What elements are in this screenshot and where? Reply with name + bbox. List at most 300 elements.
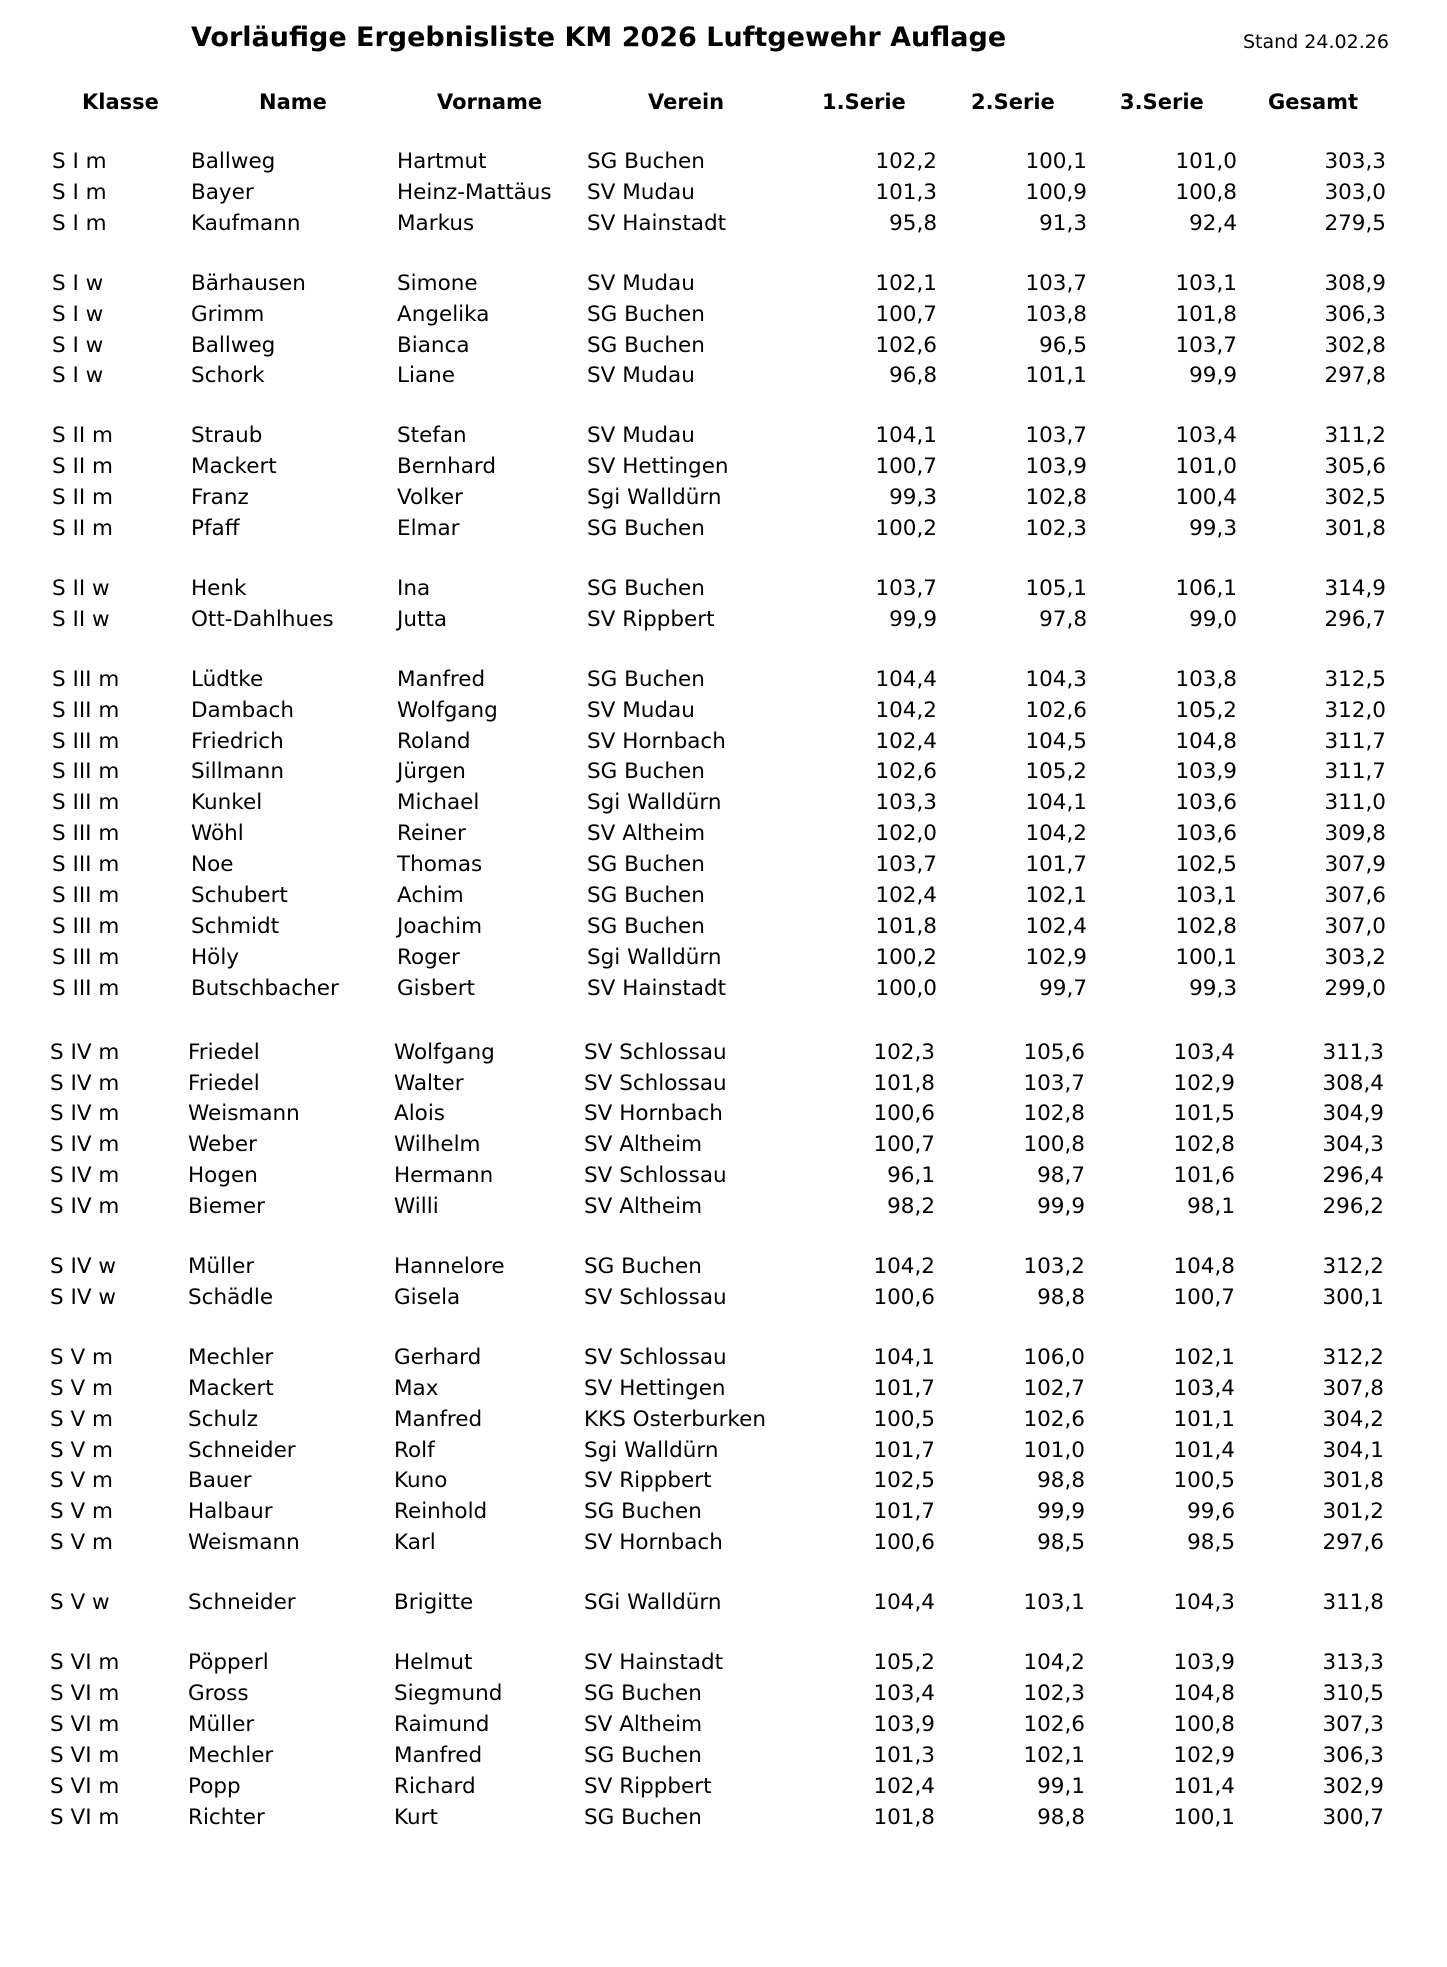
gesamt-cell: 296,4 xyxy=(1322,1163,1384,1189)
gesamt-cell: 297,6 xyxy=(1322,1530,1384,1556)
verein-cell: SG Buchen xyxy=(587,759,705,785)
verein-cell: SV Schlossau xyxy=(584,1070,727,1096)
name-cell: Schneider xyxy=(188,1590,296,1616)
name-cell: Schneider xyxy=(188,1437,296,1463)
serie-3-cell: 103,4 xyxy=(1175,423,1237,449)
table-row xyxy=(0,696,1447,726)
serie-3-cell: 103,4 xyxy=(1173,1039,1235,1065)
klasse-cell: S II m xyxy=(52,423,113,449)
vorname-cell: Joachim xyxy=(397,913,483,939)
verein-cell: KKS Osterburken xyxy=(584,1406,766,1432)
verein-cell: SG Buchen xyxy=(587,516,705,541)
table-row xyxy=(0,1161,1447,1191)
gesamt-cell: 311,3 xyxy=(1322,1039,1384,1065)
table-row xyxy=(0,665,1447,695)
name-cell: Pöpperl xyxy=(188,1650,269,1675)
verein-cell: SV Altheim xyxy=(587,821,706,847)
serie-1-cell: 100,2 xyxy=(875,516,937,541)
name-cell: Friedel xyxy=(188,1070,260,1096)
verein-cell: SV Hainstadt xyxy=(587,975,727,1001)
serie-1-cell: 102,3 xyxy=(873,1039,935,1065)
serie-2-cell: 102,4 xyxy=(1025,913,1087,939)
serie-1-cell: 100,6 xyxy=(873,1101,935,1127)
table-row xyxy=(0,1710,1447,1740)
klasse-cell: S III m xyxy=(52,790,120,816)
gesamt-cell: 300,7 xyxy=(1322,1804,1384,1830)
name-cell: Friedel xyxy=(188,1039,260,1065)
vorname-cell: Max xyxy=(394,1375,439,1401)
serie-3-cell: 104,3 xyxy=(1173,1590,1235,1616)
klasse-cell: S VI m xyxy=(50,1680,120,1706)
table-row xyxy=(0,1741,1447,1771)
klasse-cell: S II w xyxy=(52,575,110,601)
gesamt-cell: 313,3 xyxy=(1322,1650,1384,1675)
vorname-cell: Hannelore xyxy=(394,1254,505,1279)
verein-cell: SV Hornbach xyxy=(587,728,726,754)
vorname-cell: Wolfgang xyxy=(394,1039,495,1065)
klasse-cell: S III m xyxy=(52,852,120,878)
serie-3-cell: 102,8 xyxy=(1173,1132,1235,1158)
serie-1-cell: 101,8 xyxy=(875,913,937,939)
vorname-cell: Manfred xyxy=(394,1406,483,1432)
serie-1-cell: 104,2 xyxy=(875,697,937,723)
verein-cell: SV Mudau xyxy=(587,363,695,389)
name-cell: Bärhausen xyxy=(191,270,306,296)
serie-3-cell: 103,7 xyxy=(1175,332,1237,358)
table-row xyxy=(0,1374,1447,1404)
name-cell: Kaufmann xyxy=(191,210,301,236)
name-cell: Biemer xyxy=(188,1194,265,1220)
verein-cell: SG Buchen xyxy=(587,883,705,908)
serie-2-cell: 99,1 xyxy=(1037,1773,1085,1799)
vorname-cell: Raimund xyxy=(394,1711,490,1737)
name-cell: Höly xyxy=(191,944,240,970)
gesamt-cell: 311,7 xyxy=(1324,728,1386,754)
serie-1-cell: 100,7 xyxy=(873,1132,935,1158)
serie-2-cell: 101,7 xyxy=(1025,852,1087,878)
serie-3-cell: 104,8 xyxy=(1175,728,1237,754)
verein-cell: SG Buchen xyxy=(587,149,705,174)
klasse-cell: S IV m xyxy=(50,1132,120,1158)
vorname-cell: Heinz-Mattäus xyxy=(397,179,552,205)
klasse-cell: S V m xyxy=(50,1499,113,1525)
serie-1-cell: 101,7 xyxy=(873,1437,935,1463)
serie-3-cell: 103,8 xyxy=(1175,666,1237,692)
name-cell: Schork xyxy=(191,363,265,389)
table-row xyxy=(0,1252,1447,1282)
serie-2-cell: 102,7 xyxy=(1023,1375,1085,1401)
header-verein: Verein xyxy=(648,90,725,114)
verein-cell: SV Hettingen xyxy=(587,454,729,480)
gesamt-cell: 312,5 xyxy=(1324,666,1386,692)
vorname-cell: Gisela xyxy=(394,1284,461,1310)
name-cell: Ballweg xyxy=(191,332,276,358)
name-cell: Straub xyxy=(191,423,263,449)
serie-3-cell: 102,1 xyxy=(1173,1344,1235,1370)
serie-2-cell: 103,9 xyxy=(1025,454,1087,480)
serie-2-cell: 103,7 xyxy=(1025,423,1087,449)
vorname-cell: Angelika xyxy=(397,301,490,327)
table-row xyxy=(0,1343,1447,1373)
klasse-cell: S III m xyxy=(52,759,120,785)
table-row xyxy=(0,574,1447,604)
vorname-cell: Jutta xyxy=(397,606,448,632)
serie-2-cell: 96,5 xyxy=(1039,332,1087,358)
table-row xyxy=(0,269,1447,299)
verein-cell: SG Buchen xyxy=(584,1499,702,1525)
table-row xyxy=(0,178,1447,208)
table-row xyxy=(0,943,1447,973)
serie-1-cell: 99,9 xyxy=(889,606,937,632)
table-row xyxy=(0,1069,1447,1099)
serie-3-cell: 103,4 xyxy=(1173,1375,1235,1401)
serie-3-cell: 104,8 xyxy=(1173,1254,1235,1279)
serie-3-cell: 99,3 xyxy=(1189,516,1237,541)
klasse-cell: S III m xyxy=(52,975,120,1001)
serie-1-cell: 103,7 xyxy=(875,575,937,601)
klasse-cell: S III m xyxy=(52,913,120,939)
verein-cell: Sgi Walldürn xyxy=(584,1437,719,1463)
serie-2-cell: 105,1 xyxy=(1025,575,1087,601)
serie-2-cell: 102,3 xyxy=(1023,1680,1085,1706)
header-serie-1: 1.Serie xyxy=(822,90,906,114)
gesamt-cell: 304,1 xyxy=(1322,1437,1384,1463)
serie-1-cell: 95,8 xyxy=(889,210,937,236)
klasse-cell: S II m xyxy=(52,516,113,541)
name-cell: Weismann xyxy=(188,1530,300,1556)
serie-2-cell: 99,7 xyxy=(1039,975,1087,1001)
serie-1-cell: 96,8 xyxy=(889,363,937,389)
table-row xyxy=(0,1466,1447,1496)
gesamt-cell: 311,7 xyxy=(1324,759,1386,785)
verein-cell: SG Buchen xyxy=(587,852,705,878)
serie-2-cell: 104,2 xyxy=(1025,821,1087,847)
table-row xyxy=(0,881,1447,911)
vorname-cell: Kurt xyxy=(394,1804,438,1830)
vorname-cell: Karl xyxy=(394,1530,436,1556)
klasse-cell: S VI m xyxy=(50,1742,120,1768)
serie-3-cell: 100,7 xyxy=(1173,1284,1235,1310)
serie-1-cell: 99,3 xyxy=(889,485,937,511)
vorname-cell: Markus xyxy=(397,210,475,236)
gesamt-cell: 279,5 xyxy=(1324,210,1386,236)
serie-2-cell: 98,8 xyxy=(1037,1468,1085,1494)
name-cell: Schubert xyxy=(191,883,288,908)
name-cell: Schmidt xyxy=(191,913,280,939)
serie-3-cell: 106,1 xyxy=(1175,575,1237,601)
gesamt-cell: 301,8 xyxy=(1322,1468,1384,1494)
serie-1-cell: 102,4 xyxy=(875,883,937,908)
serie-3-cell: 100,8 xyxy=(1173,1711,1235,1737)
table-row xyxy=(0,1772,1447,1802)
gesamt-cell: 306,3 xyxy=(1322,1742,1384,1768)
serie-1-cell: 103,9 xyxy=(873,1711,935,1737)
serie-2-cell: 101,1 xyxy=(1025,363,1087,389)
serie-2-cell: 102,8 xyxy=(1023,1101,1085,1127)
serie-1-cell: 104,1 xyxy=(875,423,937,449)
gesamt-cell: 311,2 xyxy=(1324,423,1386,449)
serie-3-cell: 102,8 xyxy=(1175,913,1237,939)
table-row xyxy=(0,331,1447,361)
verein-cell: SV Mudau xyxy=(587,423,695,449)
header-vorname: Vorname xyxy=(437,90,543,114)
gesamt-cell: 305,6 xyxy=(1324,454,1386,480)
serie-1-cell: 96,1 xyxy=(887,1163,935,1189)
serie-2-cell: 98,8 xyxy=(1037,1284,1085,1310)
vorname-cell: Achim xyxy=(397,883,464,908)
serie-3-cell: 103,9 xyxy=(1173,1650,1235,1675)
gesamt-cell: 312,2 xyxy=(1322,1254,1384,1279)
table-row xyxy=(0,1099,1447,1129)
klasse-cell: S I w xyxy=(52,270,104,296)
table-row xyxy=(0,300,1447,330)
verein-cell: SG Buchen xyxy=(587,666,705,692)
name-cell: Mechler xyxy=(188,1344,274,1370)
table-row xyxy=(0,974,1447,1004)
serie-3-cell: 99,6 xyxy=(1187,1499,1235,1525)
klasse-cell: S IV m xyxy=(50,1101,120,1127)
gesamt-cell: 300,1 xyxy=(1322,1284,1384,1310)
table-row xyxy=(0,850,1447,880)
verein-cell: Sgi Walldürn xyxy=(587,790,722,816)
klasse-cell: S IV m xyxy=(50,1194,120,1220)
name-cell: Bauer xyxy=(188,1468,252,1494)
vorname-cell: Gerhard xyxy=(394,1344,482,1370)
gesamt-cell: 296,7 xyxy=(1324,606,1386,632)
serie-1-cell: 102,6 xyxy=(875,759,937,785)
verein-cell: SV Mudau xyxy=(587,697,695,723)
serie-2-cell: 102,1 xyxy=(1025,883,1087,908)
header-klasse: Klasse xyxy=(82,90,159,114)
name-cell: Wöhl xyxy=(191,821,244,847)
klasse-cell: S V m xyxy=(50,1530,113,1556)
serie-2-cell: 104,3 xyxy=(1025,666,1087,692)
table-row xyxy=(0,605,1447,635)
serie-2-cell: 103,1 xyxy=(1023,1590,1085,1616)
klasse-cell: S IV w xyxy=(50,1284,116,1310)
header-gesamt: Gesamt xyxy=(1268,90,1359,114)
serie-1-cell: 104,4 xyxy=(875,666,937,692)
vorname-cell: Liane xyxy=(397,363,455,389)
klasse-cell: S III m xyxy=(52,697,120,723)
serie-2-cell: 91,3 xyxy=(1039,210,1087,236)
serie-1-cell: 100,2 xyxy=(875,944,937,970)
vorname-cell: Hartmut xyxy=(397,149,487,174)
table-row xyxy=(0,1803,1447,1833)
verein-cell: Sgi Walldürn xyxy=(587,485,722,511)
klasse-cell: S I m xyxy=(52,149,107,174)
klasse-cell: S II m xyxy=(52,454,113,480)
table-row xyxy=(0,421,1447,451)
serie-3-cell: 101,8 xyxy=(1175,301,1237,327)
header-serie-3: 3.Serie xyxy=(1120,90,1204,114)
serie-3-cell: 100,4 xyxy=(1175,485,1237,511)
gesamt-cell: 301,8 xyxy=(1324,516,1386,541)
verein-cell: SV Rippbert xyxy=(584,1773,712,1799)
gesamt-cell: 311,0 xyxy=(1324,790,1386,816)
verein-cell: SV Hainstadt xyxy=(584,1650,724,1675)
page-title: Vorläufige Ergebnisliste KM 2026 Luftgewehr Auflage xyxy=(191,22,1007,53)
table-row xyxy=(0,1679,1447,1709)
verein-cell: SV Altheim xyxy=(584,1194,703,1220)
name-cell: Friedrich xyxy=(191,728,284,754)
klasse-cell: S I m xyxy=(52,210,107,236)
serie-1-cell: 101,7 xyxy=(873,1499,935,1525)
name-cell: Bayer xyxy=(191,179,254,205)
vorname-cell: Richard xyxy=(394,1773,476,1799)
vorname-cell: Hermann xyxy=(394,1163,494,1189)
vorname-cell: Simone xyxy=(397,270,478,296)
gesamt-cell: 310,5 xyxy=(1322,1680,1384,1706)
serie-2-cell: 102,6 xyxy=(1023,1406,1085,1432)
klasse-cell: S III m xyxy=(52,666,120,692)
serie-3-cell: 101,6 xyxy=(1173,1163,1235,1189)
table-row xyxy=(0,1405,1447,1435)
klasse-cell: S II w xyxy=(52,606,110,632)
gesamt-cell: 296,2 xyxy=(1322,1194,1384,1220)
gesamt-cell: 306,3 xyxy=(1324,301,1386,327)
klasse-cell: S I m xyxy=(52,179,107,205)
verein-cell: SG Buchen xyxy=(587,332,705,358)
verein-cell: SV Mudau xyxy=(587,179,695,205)
verein-cell: SV Schlossau xyxy=(584,1344,727,1370)
vorname-cell: Volker xyxy=(397,485,463,511)
table-row xyxy=(0,1038,1447,1068)
vorname-cell: Roger xyxy=(397,944,460,970)
gesamt-cell: 314,9 xyxy=(1324,575,1386,601)
vorname-cell: Elmar xyxy=(397,516,460,541)
gesamt-cell: 299,0 xyxy=(1324,975,1386,1001)
klasse-cell: S III m xyxy=(52,944,120,970)
name-cell: Weismann xyxy=(188,1101,300,1127)
serie-2-cell: 100,8 xyxy=(1023,1132,1085,1158)
serie-3-cell: 101,4 xyxy=(1173,1773,1235,1799)
verein-cell: SG Buchen xyxy=(587,301,705,327)
serie-1-cell: 102,4 xyxy=(873,1773,935,1799)
serie-1-cell: 103,7 xyxy=(875,852,937,878)
gesamt-cell: 297,8 xyxy=(1324,363,1386,389)
name-cell: Mackert xyxy=(188,1375,274,1401)
vorname-cell: Walter xyxy=(394,1070,464,1096)
vorname-cell: Thomas xyxy=(397,852,483,878)
verein-cell: SV Hainstadt xyxy=(587,210,727,236)
table-row xyxy=(0,1528,1447,1558)
vorname-cell: Bernhard xyxy=(397,454,496,480)
serie-2-cell: 97,8 xyxy=(1039,606,1087,632)
serie-3-cell: 98,1 xyxy=(1187,1194,1235,1220)
name-cell: Halbaur xyxy=(188,1499,273,1525)
table-row xyxy=(0,788,1447,818)
gesamt-cell: 307,3 xyxy=(1322,1711,1384,1737)
name-cell: Dambach xyxy=(191,697,294,723)
serie-3-cell: 100,8 xyxy=(1175,179,1237,205)
gesamt-cell: 303,3 xyxy=(1324,149,1386,174)
vorname-cell: Brigitte xyxy=(394,1590,474,1616)
klasse-cell: S VI m xyxy=(50,1650,120,1675)
serie-1-cell: 101,3 xyxy=(873,1742,935,1768)
serie-3-cell: 102,9 xyxy=(1173,1070,1235,1096)
vorname-cell: Reiner xyxy=(397,821,466,847)
gesamt-cell: 302,9 xyxy=(1322,1773,1384,1799)
serie-2-cell: 104,5 xyxy=(1025,728,1087,754)
klasse-cell: S V m xyxy=(50,1437,113,1463)
klasse-cell: S V m xyxy=(50,1375,113,1401)
gesamt-cell: 307,0 xyxy=(1324,913,1386,939)
serie-2-cell: 100,1 xyxy=(1025,149,1087,174)
table-row xyxy=(0,1436,1447,1466)
verein-cell: SV Hornbach xyxy=(584,1101,723,1127)
vorname-cell: Stefan xyxy=(397,423,467,449)
serie-3-cell: 103,6 xyxy=(1175,790,1237,816)
serie-3-cell: 99,0 xyxy=(1189,606,1237,632)
gesamt-cell: 304,3 xyxy=(1322,1132,1384,1158)
klasse-cell: S III m xyxy=(52,728,120,754)
table-row xyxy=(0,1588,1447,1618)
name-cell: Müller xyxy=(188,1711,255,1737)
serie-2-cell: 103,7 xyxy=(1025,270,1087,296)
serie-3-cell: 92,4 xyxy=(1189,210,1237,236)
gesamt-cell: 307,8 xyxy=(1322,1375,1384,1401)
klasse-cell: S V m xyxy=(50,1468,113,1494)
serie-2-cell: 103,7 xyxy=(1023,1070,1085,1096)
serie-1-cell: 100,6 xyxy=(873,1530,935,1556)
table-row xyxy=(0,727,1447,757)
serie-2-cell: 99,9 xyxy=(1037,1194,1085,1220)
table-row xyxy=(0,1497,1447,1527)
table-row xyxy=(0,912,1447,942)
gesamt-cell: 308,4 xyxy=(1322,1070,1384,1096)
klasse-cell: S VI m xyxy=(50,1804,120,1830)
gesamt-cell: 308,9 xyxy=(1324,270,1386,296)
gesamt-cell: 301,2 xyxy=(1322,1499,1384,1525)
name-cell: Müller xyxy=(188,1254,255,1279)
klasse-cell: S I w xyxy=(52,301,104,327)
serie-2-cell: 103,2 xyxy=(1023,1254,1085,1279)
serie-3-cell: 103,6 xyxy=(1175,821,1237,847)
verein-cell: SV Rippbert xyxy=(587,606,715,632)
vorname-cell: Ina xyxy=(397,575,431,601)
vorname-cell: Bianca xyxy=(397,332,470,358)
name-cell: Hogen xyxy=(188,1163,258,1189)
vorname-cell: Helmut xyxy=(394,1650,473,1675)
verein-cell: SV Schlossau xyxy=(584,1163,727,1189)
table-row xyxy=(0,1283,1447,1313)
gesamt-cell: 303,2 xyxy=(1324,944,1386,970)
vorname-cell: Roland xyxy=(397,728,471,754)
vorname-cell: Manfred xyxy=(397,666,486,692)
klasse-cell: S V m xyxy=(50,1344,113,1370)
serie-3-cell: 103,9 xyxy=(1175,759,1237,785)
verein-cell: SG Buchen xyxy=(584,1680,702,1706)
serie-3-cell: 100,5 xyxy=(1173,1468,1235,1494)
table-row xyxy=(0,452,1447,482)
klasse-cell: S IV m xyxy=(50,1039,120,1065)
table-row xyxy=(0,483,1447,513)
serie-2-cell: 98,8 xyxy=(1037,1804,1085,1830)
serie-3-cell: 101,5 xyxy=(1173,1101,1235,1127)
name-cell: Mackert xyxy=(191,454,277,480)
serie-2-cell: 102,1 xyxy=(1023,1742,1085,1768)
gesamt-cell: 302,8 xyxy=(1324,332,1386,358)
name-cell: Gross xyxy=(188,1680,249,1706)
serie-3-cell: 102,9 xyxy=(1173,1742,1235,1768)
serie-2-cell: 100,9 xyxy=(1025,179,1087,205)
vorname-cell: Gisbert xyxy=(397,975,475,1001)
gesamt-cell: 307,6 xyxy=(1324,883,1386,908)
vorname-cell: Michael xyxy=(397,790,480,816)
serie-1-cell: 100,7 xyxy=(875,301,937,327)
serie-1-cell: 104,1 xyxy=(873,1344,935,1370)
